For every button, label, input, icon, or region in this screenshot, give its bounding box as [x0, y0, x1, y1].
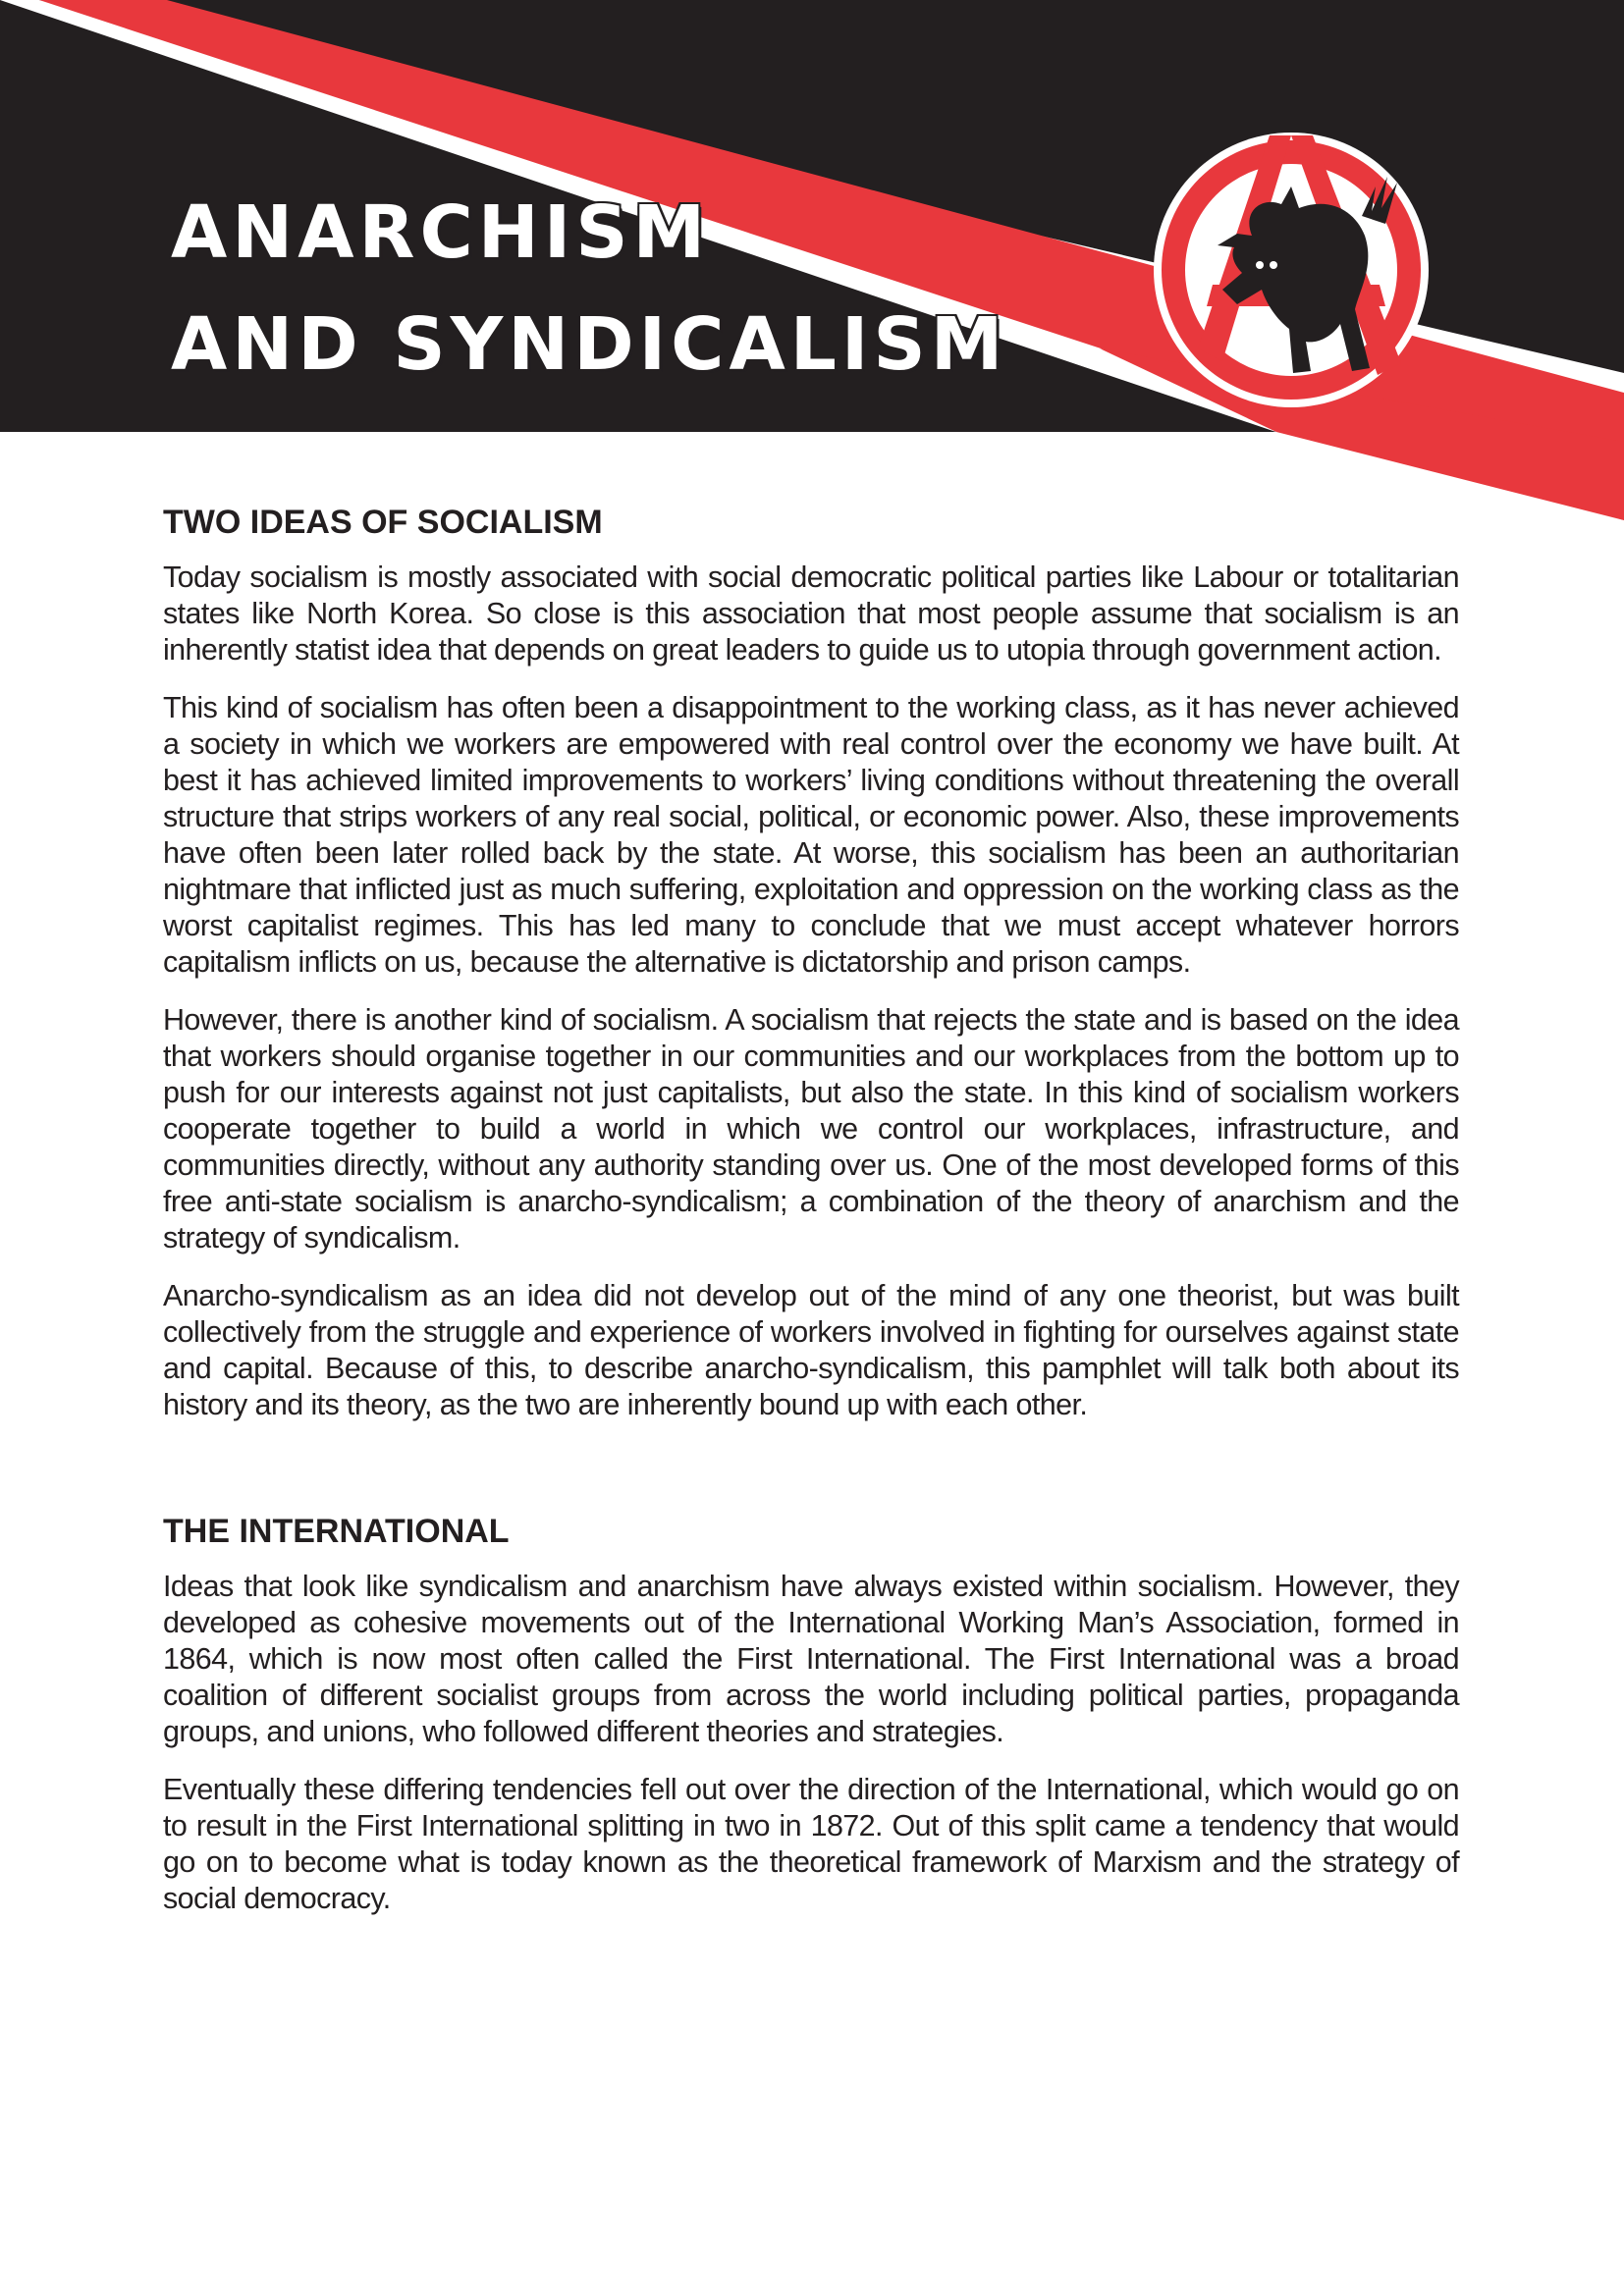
title-line-1: ANARCHISM	[171, 190, 711, 275]
paragraph: This kind of socialism has often been a disappointment to the working class, as it has never achieved a society in which we workers are empowered with real control over the economy we have built. At best it has achieved limited improvements to workers’ living conditions without threatening the overall structure that strips workers of any real social, political, or economic power. Also, these improvements have often been later rolled back by the state. At worse, this socialism has been an authoritarian nightmare that inflicted just as much suffering, exploitation and oppression on the working class as the worst capitalist regimes. This has led many to conclude that we must accept whatever horrors capitalism inflicts on us, because the alternative is dictatorship and prison camps.	[163, 691, 1459, 979]
section-the-international	[163, 1510, 1459, 1917]
paragraph: Eventually these differing tendencies fell out over the direction of the International, which would go on to result in the First International splitting in two in 1872. Out of this split came a tendency that would go on to become what is today known as the theoretical framework of Marxism and the strategy of social democracy.	[163, 1773, 1459, 1915]
paragraph: However, there is another kind of socialism. A socialism that rejects the state and is based on the idea that workers should organise together in our communities and our workplaces from the bottom up to push for our interests against not just capitalists, but also the state. In this kind of socialism workers cooperate together to build a world in which we control our workplaces, infrastructure, and communities directly, without any authority standing over us. One of the most developed forms of this free anti-state socialism is anarcho-syndicalism; a combination of the theory of anarchism and the strategy of syndicalism.	[163, 1003, 1459, 1255]
section-heading: THE INTERNATIONAL	[163, 1513, 510, 1550]
anarchist-black-cat-circle-a-icon	[1144, 118, 1438, 412]
document-body	[163, 501, 1459, 1939]
section-heading: TWO IDEAS OF SOCIALISM	[163, 504, 603, 541]
section-two-ideas-of-socialism	[163, 501, 1459, 1423]
title-line-2: AND SYNDICALISM	[171, 302, 1008, 387]
paragraph: Today socialism is mostly associated with social democratic political parties like Labour or totalitarian states like North Korea. So close is this association that most people assume that socialism is an inherently statist idea that depends on great leaders to guide us to utopia through government action.	[163, 561, 1459, 667]
paragraph: Anarcho-syndicalism as an idea did not develop out of the mind of any one theorist, but was built collectively from the struggle and experience of workers involved in fighting for ourselves against state and capital. Because of this, to describe anarcho-syndicalism, this pamphlet will talk both about its history and its theory, as the two are inherently bound up with each other.	[163, 1279, 1459, 1421]
page-title	[171, 177, 1007, 400]
paragraph: Ideas that look like syndicalism and anarchism have always existed within socialism. However, they developed as cohesive movements out of the International Working Man’s Association, formed in 1864, which is now most often called the First International. The First International was a broad coalition of different socialist groups from across the world including political parties, propaganda groups, and unions, who followed different theories and strategies.	[163, 1570, 1459, 1748]
